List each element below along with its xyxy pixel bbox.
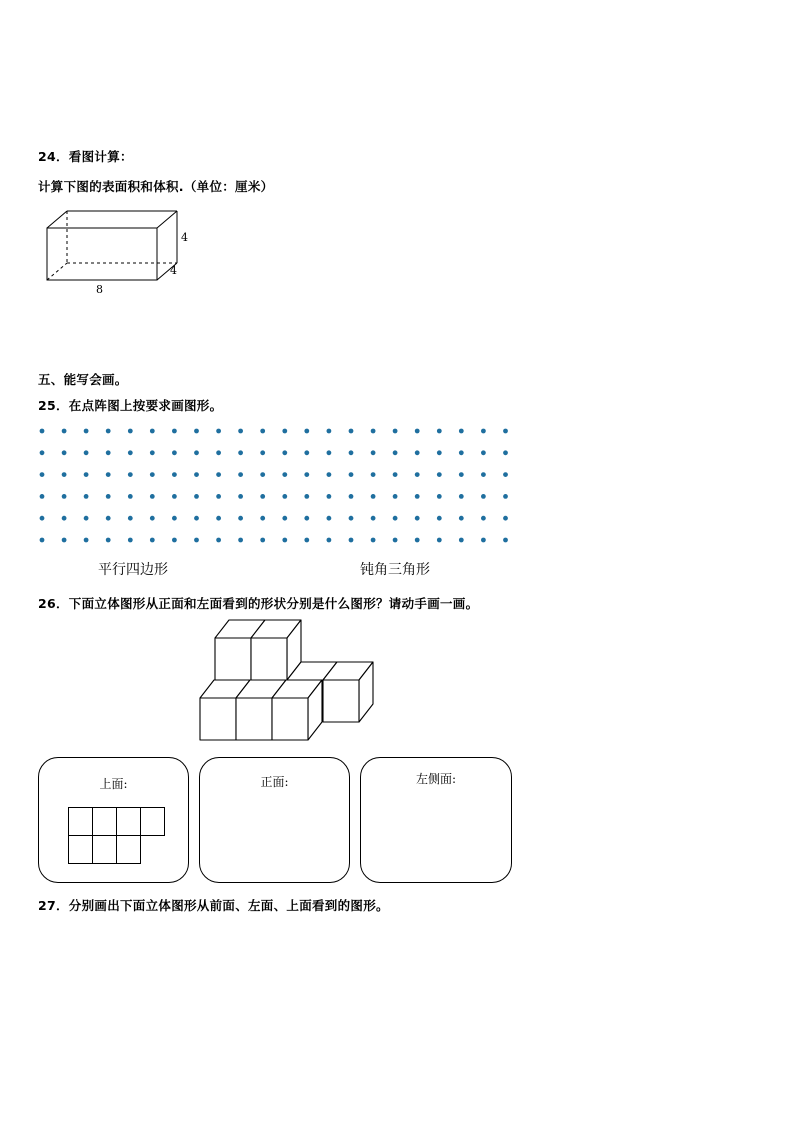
top-view-grid	[68, 807, 168, 867]
parallelogram-label: 平行四边形	[98, 562, 168, 578]
left-view-title: 左侧面:	[415, 772, 457, 786]
top-view-box[interactable]	[38, 757, 189, 883]
q27-heading: 27．分别画出下面立体图形从前面、左面、上面看到的图形。	[38, 898, 389, 913]
dim-length: 8	[96, 283, 103, 296]
front-view-box[interactable]	[199, 757, 350, 883]
dim-depth: 4	[170, 264, 177, 277]
q26-heading: 26．下面立体图形从正面和左面看到的形状分别是什么图形？请动手画一画。	[38, 596, 479, 611]
section-five-title: 五、能写会画。	[38, 372, 128, 387]
obtuse-triangle-label: 钝角三角形	[360, 562, 430, 578]
q24-heading: 24．看图计算：	[38, 149, 133, 164]
q24-instruction: 计算下图的表面积和体积.（单位：厘米）	[38, 179, 274, 194]
front-view-title: 正面:	[260, 775, 289, 789]
dim-height: 4	[181, 231, 188, 244]
top-view-title: 上面:	[99, 777, 128, 791]
q25-heading: 25．在点阵图上按要求画图形。	[38, 398, 223, 413]
left-view-box[interactable]	[360, 757, 512, 883]
